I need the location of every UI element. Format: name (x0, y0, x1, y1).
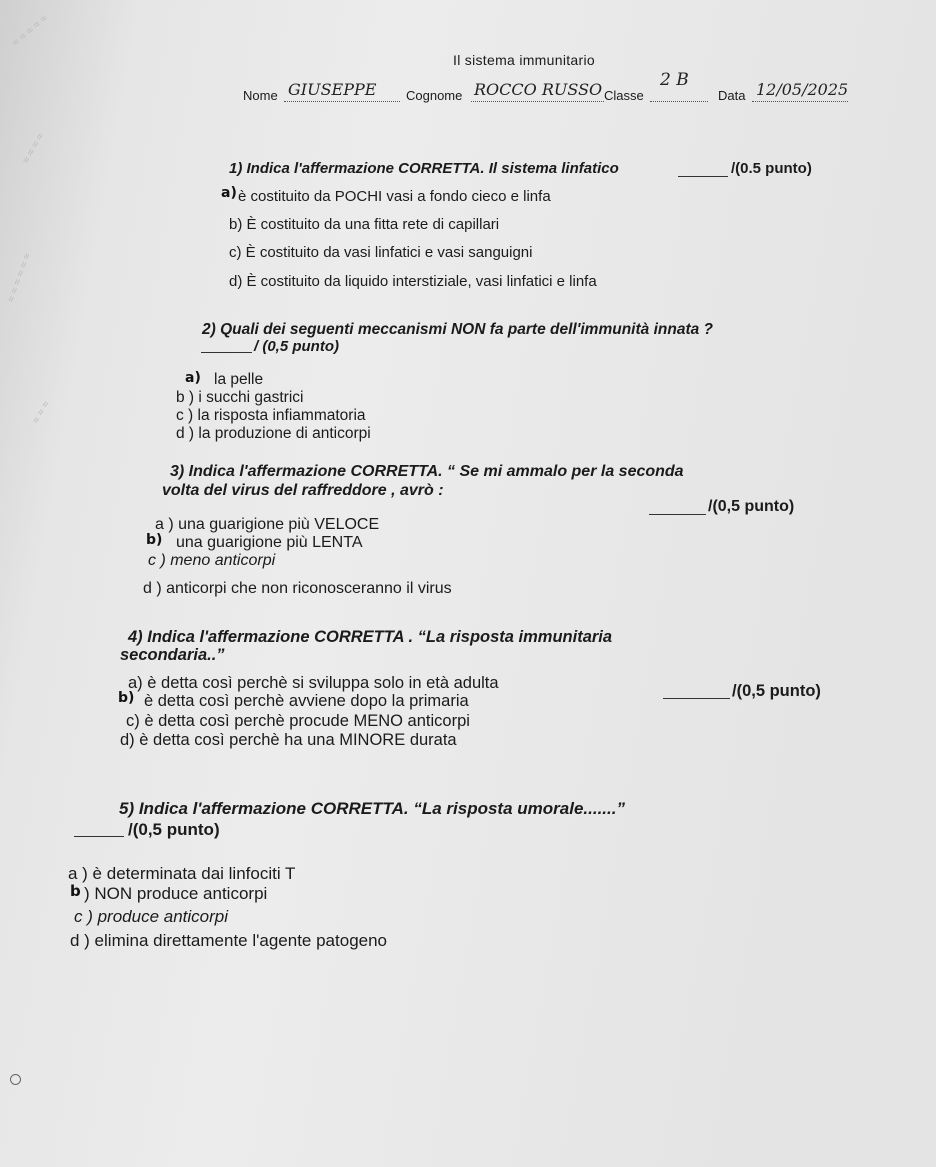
option-3d: d ) anticorpi che non riconosceranno il virus (143, 580, 452, 597)
option-2d: d ) la produzione di anticorpi (176, 425, 371, 442)
question-5: 5) Indica l'affermazione CORRETTA. “La risposta umorale.......” (119, 799, 625, 818)
answer-blank-1[interactable] (678, 176, 728, 177)
option-3b: una guarigione più LENTA (176, 534, 363, 551)
points-1: /(0.5 punto) (731, 160, 812, 177)
data-value: 12/05/2025 (756, 80, 849, 99)
nome-value: GIUSEPPE (288, 80, 377, 99)
option-3a: a ) una guarigione più VELOCE (155, 516, 380, 533)
option-4c: c) è detta così perchè procude MENO anticorpi (126, 712, 470, 730)
question-1: 1) Indica l'affermazione CORRETTA. Il sistema linfatico (229, 160, 619, 177)
option-5b: ) NON produce anticorpi (84, 884, 268, 903)
answer-blank-5[interactable] (74, 836, 124, 837)
answer-mark-1: a) (221, 185, 237, 201)
points-3: /(0,5 punto) (708, 498, 795, 515)
page-title: Il sistema immunitario (453, 52, 595, 68)
option-1a: è costituito da POCHI vasi a fondo cieco e linfa (238, 188, 551, 205)
answer-mark-2: a) (185, 370, 201, 386)
option-5a: a ) è determinata dai linfociti T (68, 864, 296, 883)
option-2b: b ) i succhi gastrici (176, 389, 304, 406)
classe-line (650, 101, 708, 102)
answer-mark-3: b) (146, 532, 163, 548)
option-4b: è detta così perchè avviene dopo la primaria (144, 692, 469, 710)
option-1d: d) È costituito da liquido interstiziale, vasi linfatici e linfa (229, 273, 597, 290)
cognome-value: ROCCO RUSSO (474, 80, 603, 99)
nome-label: Nome (243, 88, 278, 103)
answer-blank-3[interactable] (649, 514, 706, 515)
nome-line (284, 101, 400, 102)
cognome-label: Cognome (406, 88, 463, 103)
question-4: 4) Indica l'affermazione CORRETTA . “La risposta immunitaria (128, 628, 613, 646)
answer-mark-4: b) (118, 690, 135, 706)
question-4-cont: secondaria..” (120, 646, 225, 664)
show-through-marks: ≈ ≈ ≈ (30, 399, 53, 426)
answer-blank-2[interactable] (201, 352, 252, 353)
classe-label: Classe (604, 88, 644, 103)
points-2: / (0,5 punto) (254, 338, 339, 355)
points-4: /(0,5 punto) (732, 682, 821, 700)
data-line (752, 101, 848, 102)
answer-blank-4[interactable] (663, 698, 730, 699)
cognome-line (471, 101, 604, 102)
answer-mark-5: b (70, 882, 81, 900)
show-through-marks: ≈ ≈ ≈ ≈ ≈ ≈ (5, 251, 34, 305)
question-3: 3) Indica l'affermazione CORRETTA. “ Se mi ammalo per la seconda (170, 463, 684, 480)
question-3-cont: volta del virus del raffreddore , avrò : (162, 482, 444, 499)
option-5d: d ) elimina direttamente l'agente patogeno (70, 931, 388, 950)
option-2c: c ) la risposta infiammatoria (176, 407, 366, 424)
points-5: /(0,5 punto) (128, 820, 220, 839)
hole-punch-mark (10, 1074, 21, 1085)
option-1b: b) È costituito da una fitta rete di capillari (229, 216, 500, 233)
option-1c: c) È costituito da vasi linfatici e vasi sanguigni (229, 244, 533, 261)
option-4a: a) è detta così perchè si sviluppa solo in età adulta (128, 674, 499, 692)
classe-value: 2 B (660, 70, 689, 90)
show-through-marks: ≈ ≈ ≈ ≈ (20, 131, 48, 166)
show-through-marks: ≈ ≈ ≈ ≈ ≈ (10, 12, 51, 50)
question-2: 2) Quali dei seguenti meccanismi NON fa parte dell'immunità innata ? (202, 321, 714, 338)
option-4d: d) è detta così perchè ha una MINORE durata (120, 731, 457, 749)
option-2a: la pelle (214, 371, 264, 388)
data-label: Data (718, 88, 746, 103)
option-5c: c ) produce anticorpi (74, 907, 229, 926)
option-3c: c ) meno anticorpi (148, 552, 276, 569)
